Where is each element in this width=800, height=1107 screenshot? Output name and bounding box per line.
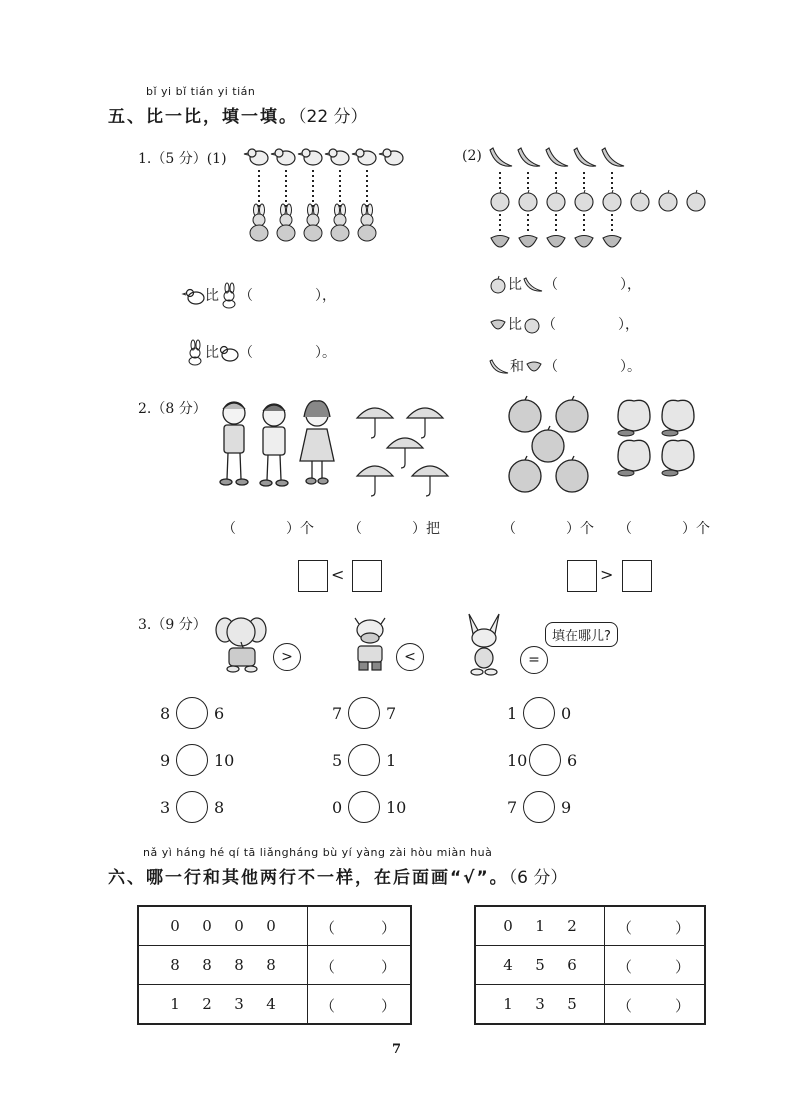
speech-bubble: 填在哪儿? (545, 622, 618, 647)
rabbit-figure (455, 610, 515, 676)
apples-figure (500, 396, 600, 496)
compare-right-number: 1 (386, 751, 397, 770)
open-paren: （ (222, 521, 236, 537)
digit: 1 (170, 995, 180, 1013)
compare-right-number: 6 (567, 751, 578, 770)
digit: 0 (503, 917, 513, 935)
close-paren: ） (674, 958, 690, 976)
compare-left-number: 3 (160, 798, 171, 817)
compare-right-number: 7 (386, 704, 397, 723)
close-paren: ） (682, 521, 696, 537)
table-row (475, 946, 705, 985)
compare-left-number: 9 (160, 751, 171, 770)
unit-label: 个 (300, 521, 314, 537)
apple-icon (687, 190, 705, 211)
banana-icon (546, 148, 568, 166)
compare-left-number: 7 (332, 704, 343, 723)
rabbit-icon (219, 284, 239, 308)
table-row (475, 985, 705, 1025)
q2-label: 2.（8 分） (138, 401, 207, 417)
check-answer-cell[interactable] (308, 985, 412, 1025)
apple-icon (603, 190, 621, 211)
digit: 1 (535, 917, 545, 935)
chick-icon (352, 149, 376, 165)
digit: 2 (567, 917, 577, 935)
section6-title-text: 六、哪一行和其他两行不一样，在后面画“√”。 (108, 868, 509, 888)
compare-right-number: 6 (214, 704, 225, 723)
q2-count-apples (502, 518, 594, 538)
number-cell (138, 906, 308, 946)
open-paren: （ (542, 317, 556, 333)
close-paren: ）。 (620, 359, 641, 375)
digit: 6 (567, 956, 577, 974)
banana-icon (522, 276, 544, 294)
open-paren: （ (502, 521, 516, 537)
open-paren: （ (544, 277, 558, 293)
compare-answer-circle[interactable] (523, 791, 555, 823)
apple-icon (519, 190, 537, 211)
chick-icon (298, 149, 322, 165)
open-paren: （ (239, 288, 253, 304)
section6-pinyin: nǎ yì háng hé qí tā liǎngháng bù yí yàng zài hòu miàn huà (143, 846, 493, 859)
digit: 8 (170, 956, 180, 974)
q1-answer-2 (185, 341, 336, 365)
number-cell (475, 946, 605, 985)
compare-left-number: 0 (332, 798, 343, 817)
q1-answer-3 (488, 274, 641, 294)
open-paren: （ (239, 345, 253, 361)
compare-left-number: 7 (507, 798, 518, 817)
compare-answer-circle[interactable] (348, 744, 380, 776)
compare-answer-circle[interactable] (176, 744, 208, 776)
banana-icon (602, 148, 624, 166)
q1-part2-label: (2) (462, 148, 482, 164)
rabbit-icon (185, 341, 205, 365)
banana-icon (488, 358, 510, 376)
apple-icon (547, 190, 565, 211)
close-paren: ） (674, 997, 690, 1015)
number-cell (138, 946, 308, 985)
compare-answer-circle[interactable] (529, 744, 561, 776)
greater-than-sign: > (600, 565, 614, 584)
compare-answer-circle[interactable] (176, 697, 208, 729)
open-paren: （ (544, 359, 558, 375)
strawberry-icon (491, 236, 509, 248)
section5-title-text: 五、比一比，填一填。 (108, 107, 298, 127)
unit-label: 把 (426, 521, 440, 537)
chick-icon (379, 149, 403, 165)
number-cell (138, 985, 308, 1025)
rabbit-icon (304, 204, 322, 241)
compare-left-number: 10 (507, 751, 528, 770)
greater-symbol-circle: > (273, 643, 301, 671)
rabbit-icon (250, 204, 268, 241)
bi-text: 比 (205, 288, 219, 304)
compare-answer-circle[interactable] (176, 791, 208, 823)
umbrellas-figure (355, 398, 455, 498)
compare-box-right-1[interactable] (567, 560, 597, 592)
unit-label: 个 (580, 521, 594, 537)
unit-label: 个 (696, 521, 710, 537)
digit: 2 (202, 995, 212, 1013)
digit: 4 (266, 995, 276, 1013)
compare-left-number: 1 (507, 704, 518, 723)
compare-box-left-1[interactable] (298, 560, 328, 592)
open-paren: （ (617, 919, 633, 937)
banana-icon (574, 148, 596, 166)
children-figure (212, 395, 342, 490)
chick-icon (271, 149, 295, 165)
table-left (137, 905, 412, 1025)
peaches-figure (612, 395, 702, 480)
section5-pinyin: bǐ yi bǐ tián yi tián (146, 85, 256, 98)
digit: 8 (202, 956, 212, 974)
compare-right-number: 10 (214, 751, 235, 770)
close-paren: ） (674, 919, 690, 937)
apple-icon (488, 276, 508, 294)
digit: 1 (503, 995, 513, 1013)
q2-count-umbrellas (348, 518, 440, 538)
compare-left-number: 5 (332, 751, 343, 770)
rabbit-icon (277, 204, 295, 241)
apple-icon (575, 190, 593, 211)
close-paren: ） (412, 521, 426, 537)
digit: 5 (567, 995, 577, 1013)
rabbit-icon (358, 204, 376, 241)
compare-left-number: 8 (160, 704, 171, 723)
digit: 0 (234, 917, 244, 935)
section5-title (108, 102, 368, 127)
digit: 8 (234, 956, 244, 974)
bi-text: 比 (205, 345, 219, 361)
compare-box-left-2[interactable] (352, 560, 382, 592)
page-number: 7 (392, 1042, 402, 1057)
banana-icon (490, 148, 512, 166)
section6-title (108, 863, 567, 888)
check-answer-cell[interactable] (308, 906, 412, 946)
bi-text: 比 (508, 317, 522, 333)
compare-right-number: 8 (214, 798, 225, 817)
q1-part2-figure (488, 140, 718, 255)
rabbit-icon (331, 204, 349, 241)
close-paren: ） (566, 521, 580, 537)
check-answer-cell[interactable] (605, 946, 706, 985)
close-paren: ）， (620, 277, 641, 293)
strawberry-icon (603, 236, 621, 248)
digit: 3 (234, 995, 244, 1013)
open-paren: （ (320, 919, 336, 937)
digit: 8 (266, 956, 276, 974)
check-answer-cell[interactable] (605, 985, 706, 1025)
compare-box-right-2[interactable] (622, 560, 652, 592)
open-paren: （ (617, 997, 633, 1015)
open-paren: （ (320, 997, 336, 1015)
check-answer-cell[interactable] (308, 946, 412, 985)
q3-label: 3.（9 分） (138, 617, 207, 633)
digit: 0 (202, 917, 212, 935)
table-row (138, 985, 411, 1025)
apple-icon (659, 190, 677, 211)
digit: 0 (170, 917, 180, 935)
section6-score: （6 分） (508, 868, 568, 888)
q2-count-children (222, 518, 314, 538)
equal-symbol-circle: = (520, 646, 548, 674)
digit: 4 (503, 956, 513, 974)
table-row (138, 906, 411, 946)
check-answer-cell[interactable] (605, 906, 706, 946)
compare-right-number: 0 (561, 704, 572, 723)
compare-right-number: 9 (561, 798, 572, 817)
digit: 5 (535, 956, 545, 974)
he-text: 和 (510, 359, 524, 375)
table-right (474, 905, 706, 1025)
compare-answer-circle[interactable] (348, 791, 380, 823)
banana-icon (518, 148, 540, 166)
section5-score: （22 分） (298, 107, 368, 127)
close-paren: ） (380, 919, 396, 937)
less-symbol-circle: < (396, 643, 424, 671)
compare-answer-circle[interactable] (523, 697, 555, 729)
strawberry-icon (547, 236, 565, 248)
chick-icon (219, 344, 239, 362)
apple-icon (631, 190, 649, 211)
apple-icon (522, 316, 542, 334)
table-row (475, 906, 705, 946)
table-row (138, 946, 411, 985)
open-paren: （ (618, 521, 632, 537)
open-paren: （ (617, 958, 633, 976)
close-paren: ） (380, 958, 396, 976)
strawberry-icon (488, 316, 508, 334)
q1-answer-4 (488, 314, 639, 334)
apple-icon (491, 190, 509, 211)
q1-answer-5 (488, 356, 641, 376)
digit: 0 (266, 917, 276, 935)
compare-right-number: 10 (386, 798, 407, 817)
less-than-sign: < (331, 565, 345, 584)
close-paren: ） (380, 997, 396, 1015)
number-cell (475, 985, 605, 1025)
cow-figure (345, 612, 395, 674)
compare-answer-circle[interactable] (348, 697, 380, 729)
number-cell (475, 906, 605, 946)
close-paren: ）， (618, 317, 639, 333)
q1-answer-1 (185, 284, 336, 308)
chick-icon (185, 287, 205, 305)
bi-text: 比 (508, 277, 522, 293)
q1-label: 1.（5 分）(1) (138, 151, 227, 167)
open-paren: （ (348, 521, 362, 537)
close-paren: ）， (315, 288, 336, 304)
strawberry-icon (519, 236, 537, 248)
strawberry-icon (524, 358, 544, 376)
q2-count-peaches (618, 518, 710, 538)
close-paren: ）。 (315, 345, 336, 361)
open-paren: （ (320, 958, 336, 976)
chick-icon (244, 149, 268, 165)
elephant-figure (215, 612, 270, 674)
q1-part1-figure (245, 140, 415, 255)
close-paren: ） (286, 521, 300, 537)
strawberry-icon (575, 236, 593, 248)
digit: 3 (535, 995, 545, 1013)
chick-icon (325, 149, 349, 165)
